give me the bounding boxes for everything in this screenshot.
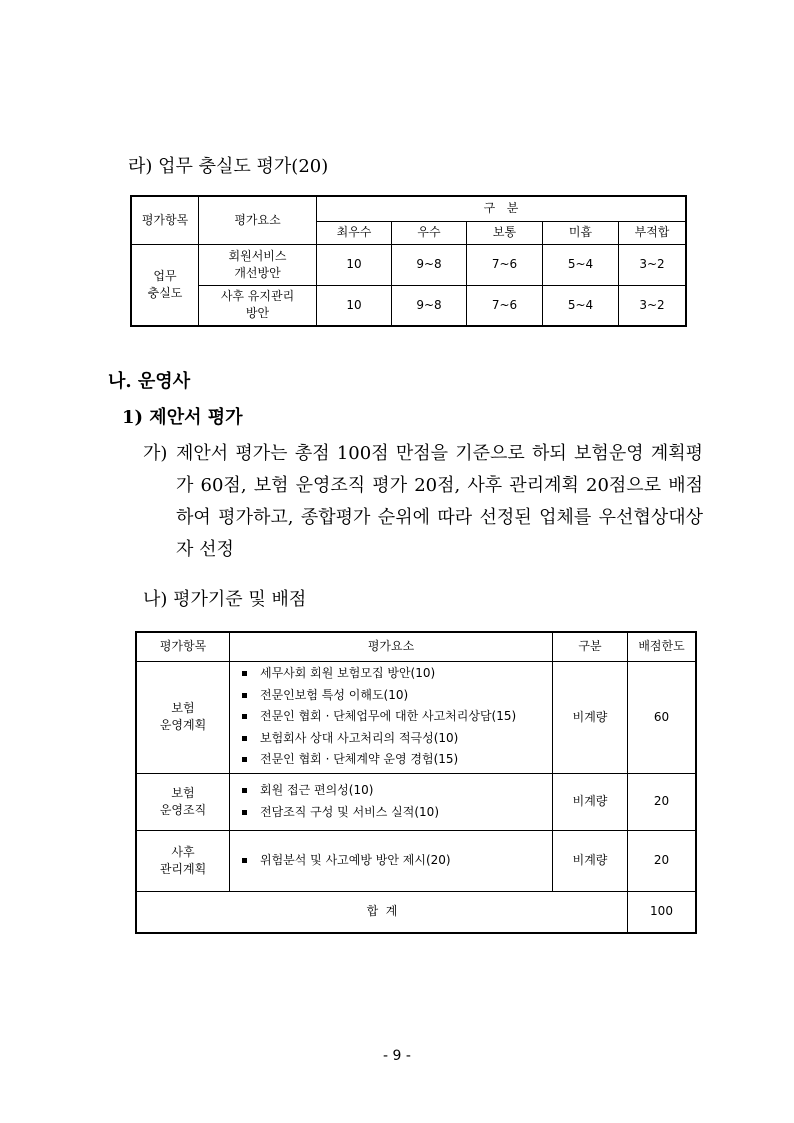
score-cell: 5~4 — [543, 285, 619, 326]
list-item: 전문인보험 특성 이해도(10) — [242, 685, 546, 707]
square-bullet-icon — [242, 714, 247, 719]
square-bullet-icon — [242, 810, 247, 815]
category-line2: 관리계획 — [159, 861, 207, 876]
square-bullet-icon — [242, 671, 247, 676]
type-cell: 비계량 — [553, 661, 628, 773]
header-type: 구분 — [553, 632, 628, 661]
list-item: 세무사회 회원 보험모집 방안(10) — [242, 663, 546, 685]
square-bullet-icon — [242, 736, 247, 741]
score-cell: 10 — [317, 285, 392, 326]
list-item: 회원 접근 편의성(10) — [242, 780, 546, 802]
type-cell: 비계량 — [553, 830, 628, 891]
header-grade-poor: 미흡 — [543, 221, 619, 244]
score-cell: 7~6 — [467, 285, 543, 326]
header-eval-item: 평가항목 — [136, 632, 230, 661]
score-cell: 10 — [317, 244, 392, 285]
element-list-cell — [230, 773, 553, 830]
element-list-cell — [230, 830, 553, 891]
section-heading-criteria: 나) 평가기준 및 배점 — [143, 589, 307, 610]
element-list-cell — [230, 661, 553, 773]
list-item: 전문인 협회 · 단체업무에 대한 사고처리상담(15) — [242, 706, 546, 728]
category-line1: 사후 — [171, 844, 195, 859]
list-item: 보험회사 상대 사고처리의 적극성(10) — [242, 728, 546, 750]
header-grade-best: 최우수 — [317, 221, 392, 244]
square-bullet-icon — [242, 693, 247, 698]
section-heading-ra: 라) 업무 충실도 평가(20) — [128, 156, 329, 177]
square-bullet-icon — [242, 788, 247, 793]
category-line2: 충실도 — [147, 285, 183, 300]
evaluation-criteria-table — [135, 631, 697, 934]
score-cell: 5~4 — [543, 244, 619, 285]
category-line1: 업무 — [153, 268, 177, 283]
header-grade-normal: 보통 — [467, 221, 543, 244]
total-label-cell: 합 계 — [136, 891, 628, 933]
list-item: 전문인 협회 · 단체계약 운영 경험(15) — [242, 749, 546, 771]
element-cell — [199, 285, 317, 326]
element-list — [242, 663, 546, 771]
category-cell — [136, 830, 230, 891]
score-cell: 9~8 — [392, 285, 467, 326]
header-score-limit: 배점한도 — [628, 632, 697, 661]
score-cell: 7~6 — [467, 244, 543, 285]
score-limit-cell: 20 — [628, 773, 697, 830]
category-cell — [131, 244, 199, 326]
square-bullet-icon — [242, 858, 247, 863]
header-eval-item: 평가항목 — [131, 196, 199, 244]
category-line2: 운영조직 — [159, 802, 207, 817]
list-item: 위험분석 및 사고예방 방안 제시(20) — [242, 850, 546, 872]
category-line2: 운영계획 — [159, 718, 207, 732]
paragraph-text: 제안서 평가는 총점 100점 만점을 기준으로 하되 보험운영 계획평가 60점, 보험 운영조직 평가 20점, 사후 관리계획 20점으로 배점하여 평가하고, 종합평가 순위에 따라 선정된 업체를 우선협상대상자 선정 — [176, 443, 703, 560]
total-value-cell: 100 — [628, 891, 697, 933]
element-line2: 방안 — [245, 306, 270, 321]
type-cell: 비계량 — [553, 773, 628, 830]
element-list — [242, 850, 546, 872]
element-line1: 사후 유지관리 — [220, 289, 295, 304]
score-cell: 3~2 — [619, 244, 687, 285]
score-cell: 9~8 — [392, 244, 467, 285]
header-grade-group: 구 분 — [317, 196, 687, 221]
score-cell: 3~2 — [619, 285, 687, 326]
score-limit-cell: 60 — [628, 661, 697, 773]
category-line1: 보험 — [171, 701, 195, 715]
category-cell — [136, 661, 230, 773]
evaluation-table-diligence — [130, 195, 687, 327]
element-list — [242, 780, 546, 823]
section-heading-proposal-eval: 1) 제안서 평가 — [122, 407, 243, 428]
element-line1: 회원서비스 — [228, 248, 287, 263]
element-line2: 개선방안 — [234, 265, 281, 280]
header-eval-element: 평가요소 — [199, 196, 317, 244]
page-number: - 9 - — [383, 1048, 411, 1064]
square-bullet-icon — [242, 757, 247, 762]
header-grade-good: 우수 — [392, 221, 467, 244]
header-grade-unfit: 부적합 — [619, 221, 687, 244]
category-line1: 보험 — [171, 785, 195, 800]
section-heading-operator: 나. 운영사 — [108, 371, 191, 392]
paragraph-marker: 가) — [143, 443, 168, 464]
category-cell — [136, 773, 230, 830]
list-item: 전담조직 구성 및 서비스 실적(10) — [242, 802, 546, 824]
header-eval-element: 평가요소 — [230, 632, 553, 661]
element-cell — [199, 244, 317, 285]
score-limit-cell: 20 — [628, 830, 697, 891]
